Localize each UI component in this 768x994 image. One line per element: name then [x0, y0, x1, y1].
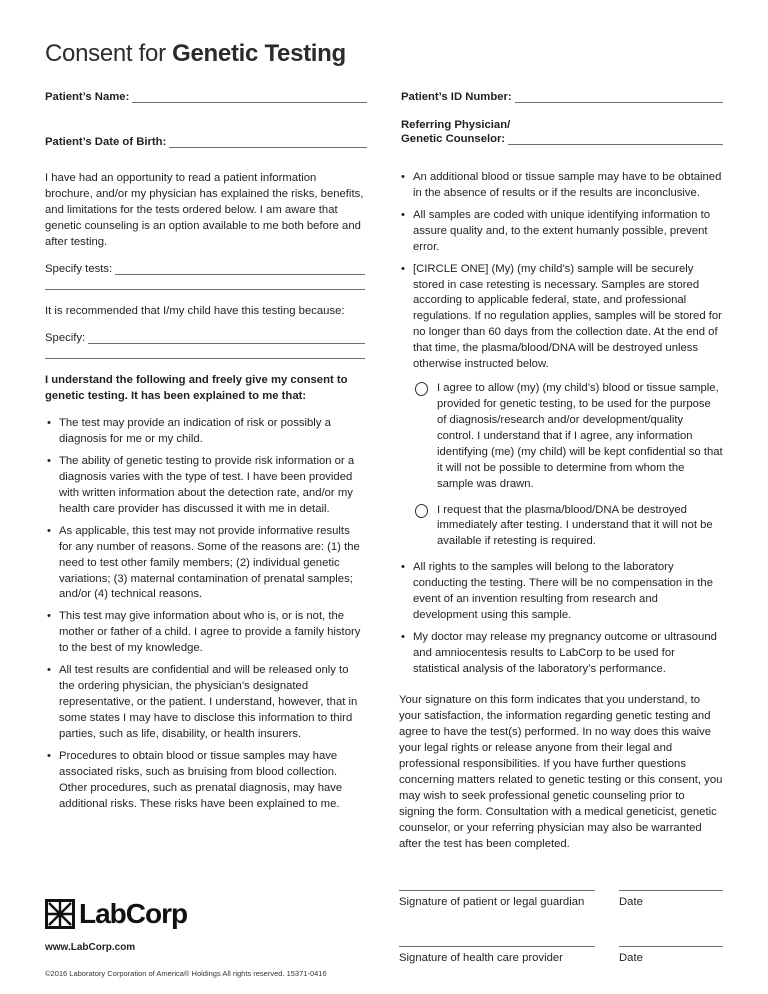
patient-signature-label: Signature of patient or legal guardian	[399, 896, 585, 909]
circle-option-agree[interactable]	[415, 381, 723, 492]
consent-bullet: • As applicable, this test may not provide informative results for any number of reasons. Some of the reasons are: (1) the need to test other family members; (2) individual genetic variations; (3) maternal contamination of prenatal samples; and/or (4) technical reasons.	[45, 524, 365, 604]
labcorp-logo-text: LabCorp	[79, 898, 188, 929]
destroy-option-text: I request that the plasma/blood/DNA be destroyed immediately after testing. I understand that it will not be available if retesting is required.	[437, 503, 713, 548]
referring-physician-label-line2: Genetic Counselor:	[401, 133, 506, 145]
agree-option-text: I agree to allow (my) (my child’s) blood or tissue sample, provided for genetic testing, to be used for the purpose of diagnosis/research and/or development/quality control. I understand that if I agree, any information identifying (me) (my child) will be kept confidential so that it will not be possible to determine from whom the sample was drawn.	[437, 382, 723, 490]
info-bullet-list-top	[399, 170, 723, 373]
info-bullet: • An additional blood or tissue sample may have to be obtained in the absence of results or if the results are inconclusive.	[399, 170, 723, 202]
agree-circle-option-icon[interactable]	[414, 381, 429, 397]
header-right-column	[401, 90, 723, 148]
provider-signature-label: Signature of health care provider	[399, 952, 563, 965]
specify-tests-row	[45, 262, 365, 275]
main-body	[45, 170, 723, 964]
consent-bullet: • This test may give information about who is, or is not, the mother or father of a child. I agree to provide a family history to the best of my knowledge.	[45, 609, 365, 657]
circle-options	[399, 381, 723, 550]
specify-row	[45, 331, 365, 344]
footer	[45, 898, 375, 978]
consent-bullet: • Procedures to obtain blood or tissue samples may have associated risks, such as bruising from blood collection. Other procedures, such as prenatal diagnosis, may have additional risks. These risks have been explained to me.	[45, 749, 365, 813]
provider-signature-group	[399, 934, 723, 964]
page-title	[45, 40, 723, 68]
right-column	[399, 170, 723, 964]
consent-bullet-list	[45, 416, 365, 812]
info-bullet: • My doctor may release my pregnancy outcome or ultrasound and amniocentesis results to LabCorp to be used for statistical analysis of the laboratory’s performance.	[399, 630, 723, 678]
info-bullet: • All rights to the samples will belong to the laboratory conducting the testing. There will be no compensation in the event of an invention resulting from research and development using this sample.	[399, 560, 723, 624]
patient-name-field[interactable]	[132, 90, 367, 103]
patient-id-label: Patient’s ID Number:	[401, 91, 512, 103]
title-bold: Genetic Testing	[172, 40, 346, 67]
intro-paragraph: I have had an opportunity to read a patient information brochure, and/or my physician has explained the risks, benefits, and limitations for the tests ordered below. I am aware that genetic counseling is an option available to me both before and after testing.	[45, 172, 364, 249]
copyright-text: ©2016 Laboratory Corporation of America® Holdings All rights reserved. 15371-0416	[45, 969, 327, 978]
patient-id-field[interactable]	[515, 90, 723, 103]
info-bullet: • All samples are coded with unique identifying information to assure quality and, to the extent humanly possible, prevent error.	[399, 208, 723, 256]
specify-label: Specify:	[45, 332, 86, 345]
left-column	[45, 170, 365, 964]
patient-name-label: Patient’s Name:	[45, 91, 130, 103]
specify-tests-field-line2[interactable]	[45, 275, 365, 290]
info-bullet-list-bottom	[399, 560, 723, 677]
destroy-circle-option-icon[interactable]	[414, 502, 429, 518]
website-url: www.LabCorp.com	[45, 942, 136, 953]
consent-bullet: • All test results are confidential and will be released only to the ordering physician, the physician’s designated representative, or the patient. I understand, however, that in some states I may have to disclose this information to third parties, such as life, disability, or health insurers.	[45, 663, 365, 743]
labcorp-logo-icon	[45, 899, 75, 929]
provider-signature-lines	[399, 934, 723, 947]
circle-option-destroy[interactable]	[415, 503, 723, 551]
provider-date-label: Date	[619, 952, 643, 965]
specify-tests-label: Specify tests:	[45, 263, 113, 276]
patient-signature-date-field[interactable]	[619, 878, 723, 891]
provider-signature-date-field[interactable]	[619, 934, 723, 947]
header-left-column	[45, 90, 367, 148]
referring-row	[401, 132, 723, 145]
provider-signature-field[interactable]	[399, 934, 595, 947]
consent-heading: I understand the following and freely give my consent to genetic testing. It has been explained to me that:	[45, 374, 348, 403]
specify-field-line2[interactable]	[45, 344, 365, 359]
dob-label: Patient’s Date of Birth:	[45, 136, 167, 148]
patient-signature-labels	[399, 896, 723, 908]
closing-paragraph: Your signature on this form indicates that you understand, to your satisfaction, the information regarding genetic testing and agree to have the test(s) performed. In no way does this waive your legal rights or release anyone from their legal and professional responsibilities. If you have further questions concerning matters related to genetic testing or this consent, you may wish to seek professional genetic counseling prior to signing the form. Consultation with a medical geneticist, genetic counselor, or your referring physician may also be warranted after the test has been completed.	[399, 693, 723, 851]
dob-row	[45, 135, 367, 148]
labcorp-logo	[45, 898, 375, 930]
patient-name-row	[45, 90, 367, 103]
title-regular: Consent for	[45, 40, 173, 67]
header-fields	[45, 90, 723, 148]
patient-id-row	[401, 90, 723, 103]
patient-date-label: Date	[619, 896, 643, 909]
referring-physician-field[interactable]	[508, 132, 723, 145]
consent-bullet: • The ability of genetic testing to provide risk information or a diagnosis varies with the type of test. I have been provided with written information about the detection rate, and/or my health care provider has discussed it with me in detail.	[45, 454, 365, 518]
patient-signature-field[interactable]	[399, 878, 595, 891]
consent-bullet: • The test may provide an indication of risk or possibly a diagnosis for me or my child.	[45, 416, 365, 448]
dob-field[interactable]	[169, 135, 367, 148]
patient-signature-group	[399, 878, 723, 908]
recommended-text: It is recommended that I/my child have this testing because:	[45, 305, 345, 318]
specify-tests-field[interactable]	[115, 262, 365, 275]
specify-field[interactable]	[88, 331, 365, 344]
info-bullet: • [CIRCLE ONE] (My) (my child’s) sample will be securely stored in case retesting is necessary. Samples are stored according to applicable federal, state, and professional regulations. If no regulation applies, samples will be stored for no longer than 60 days from the collection date. At the end of that time, the plasma/blood/DNA will be destroyed unless otherwise instructed below.	[399, 262, 723, 373]
patient-signature-lines	[399, 878, 723, 891]
referring-physician-label-line1: Referring Physician/	[401, 119, 511, 131]
provider-signature-labels	[399, 952, 723, 964]
